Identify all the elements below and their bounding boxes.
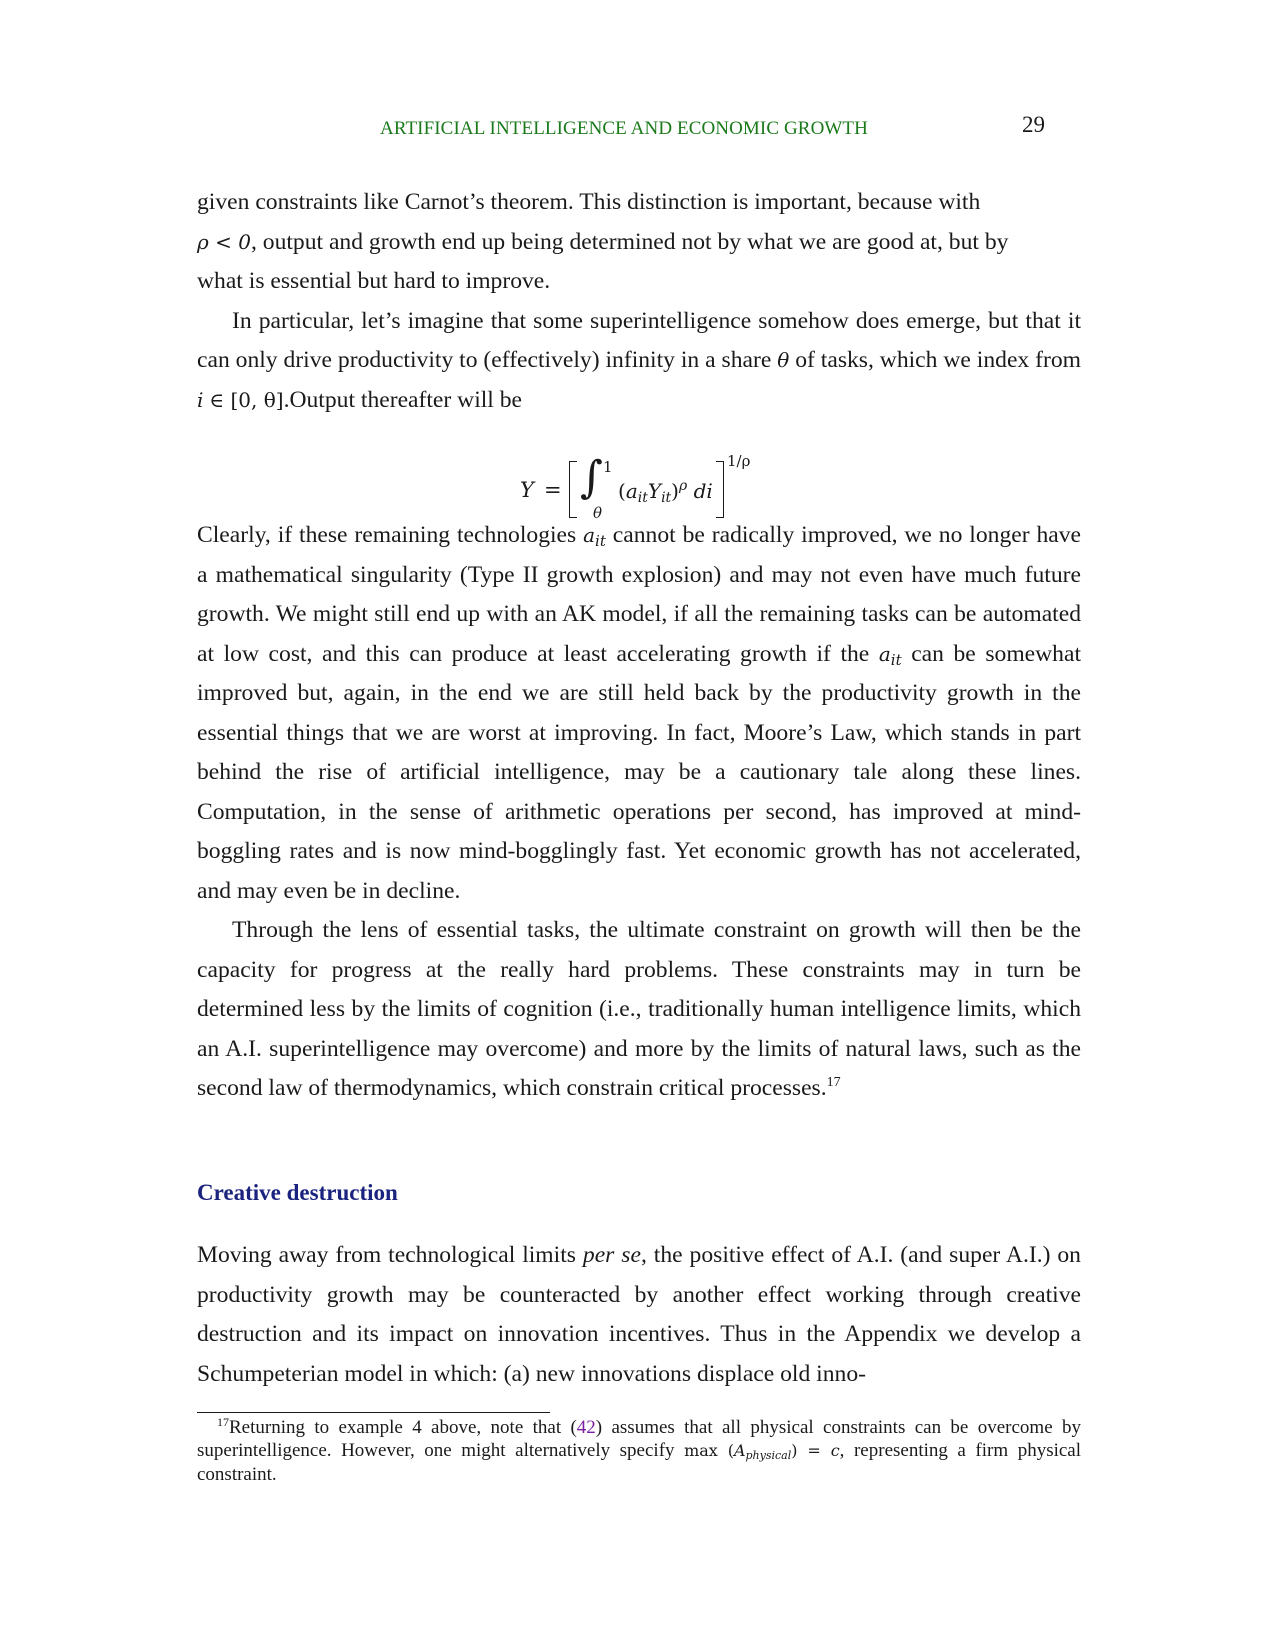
paragraph-creative-destruction: Moving away from technological limits per se, the positive effect of A.I. (and super A.I.) on productivity growth may be counteracted by another effect working through creative destruction and its impact on innovation incentives. Thus in the Appendix we develop a Schumpeterian model in which: (a) new innovations displace old inno- [197, 1242, 1081, 1387]
eq-left-bracket [569, 461, 577, 518]
eq-lower-limit: θ [593, 504, 603, 522]
running-title: ARTIFICIAL INTELLIGENCE AND ECONOMIC GROWTH [380, 118, 868, 139]
math-a-it: $a_{it}$ [878, 641, 902, 669]
eq-lhs: Y [520, 478, 534, 502]
eq-equals: = [544, 478, 562, 502]
p1-line1: given constraints like Carnot’s theorem. This distinction is important, because with [197, 189, 981, 215]
math-rho-lt-0: ρ < 0 [197, 229, 251, 254]
emphasis-per-se: per se [582, 1242, 641, 1268]
math-range: ∈ [0, θ] [209, 387, 284, 412]
footnote-rule [197, 1412, 550, 1413]
p1-line3: what is essential but hard to improve. [197, 268, 551, 294]
eq-integrand: $(a_{it}Y_{it})^\rho$ di [618, 478, 713, 506]
eq-outer-exponent: 1/ρ [727, 452, 751, 470]
eq-integral-sign: ∫ [580, 452, 603, 503]
paragraph-superintelligence: In particular, let’s imagine that some superintelligence somehow does emerge, but that it can only drive productivity to (effectively) infinity in a share θ of tasks, which we index from i ∈ [0, θ].Output thereafter will be [197, 307, 1081, 413]
paragraph-carnot [197, 183, 1081, 420]
footnote-marker[interactable]: 17 [826, 1075, 841, 1090]
paragraph-remaining-tech: Clearly, if these remaining technologies $a_{it}$ cannot be radically improved, we no longer have a mathematical singularity (Type II growth explosion) and may not even have much future growth. We might still end up with an AK model, if all the remaining tasks can be automated at low cost, and this can produce at least accelerating growth if the $a_{it}$ can be somewhat improved but, again, in the end we are still held back by the productivity growth in the essential things that we are worst at improving. In fact, Moore’s Law, which stands in part behind the rise of artificial intelligence, may be a cautionary tale along these lines. Computation, in the sense of arithmetic operations per second, has improved at mind-boggling rates and is now mind-bogglingly fast. Yet economic growth has not accelerated, and may even be in decline. Through the lens of essential tasks, the ultimate constraint on growth will then be the capacity for progress at the really hard problems. These constraints may in turn be determined less by the limits of cognition (i.e., traditionally human intelligence limits, which an A.I. superintelligence may overcome) and more by the limits of natural laws, such as the second law of thermodynamics, which constrain critical processes.$^{17}$ [197, 516, 1081, 1109]
footnote-number: 17 [217, 1415, 229, 1429]
equation-reference-link[interactable]: 42 [576, 1417, 596, 1438]
eq-upper-limit: 1 [603, 458, 613, 476]
paragraph-essential-tasks: Through the lens of essential tasks, the ultimate constraint on growth will then be the capacity for progress at the really hard problems. These constraints may in turn be determined less by the limits of cognition (i.e., traditionally human intelligence limits, which an A.I. superintelligence may overcome) and more by the limits of natural laws, such as the second law of thermodynamics, which constrain critical processes.$^{17}$ [197, 917, 1081, 1101]
running-header [0, 112, 1275, 142]
math-i: i [197, 387, 204, 412]
eq-right-bracket [716, 461, 724, 518]
footnote-17: $^{17}$Returning to example 4 above, note that (42) assumes that all physical constraints can be overcome by superintelligence. However, one might alternatively specify $\max (A_{physical}) = c$, representing a firm physical constraint. [197, 1415, 1082, 1485]
math-theta: θ [777, 348, 790, 372]
page-number: 29 [1022, 112, 1045, 137]
math-max: $\max (A_{physical}) = c$ [684, 1441, 840, 1463]
section-heading: Creative destruction [197, 1180, 398, 1205]
math-a-it: $a_{it}$ [583, 523, 606, 550]
p1-line2: , output and growth end up being determined not by what we are good at, but by [250, 228, 1009, 255]
